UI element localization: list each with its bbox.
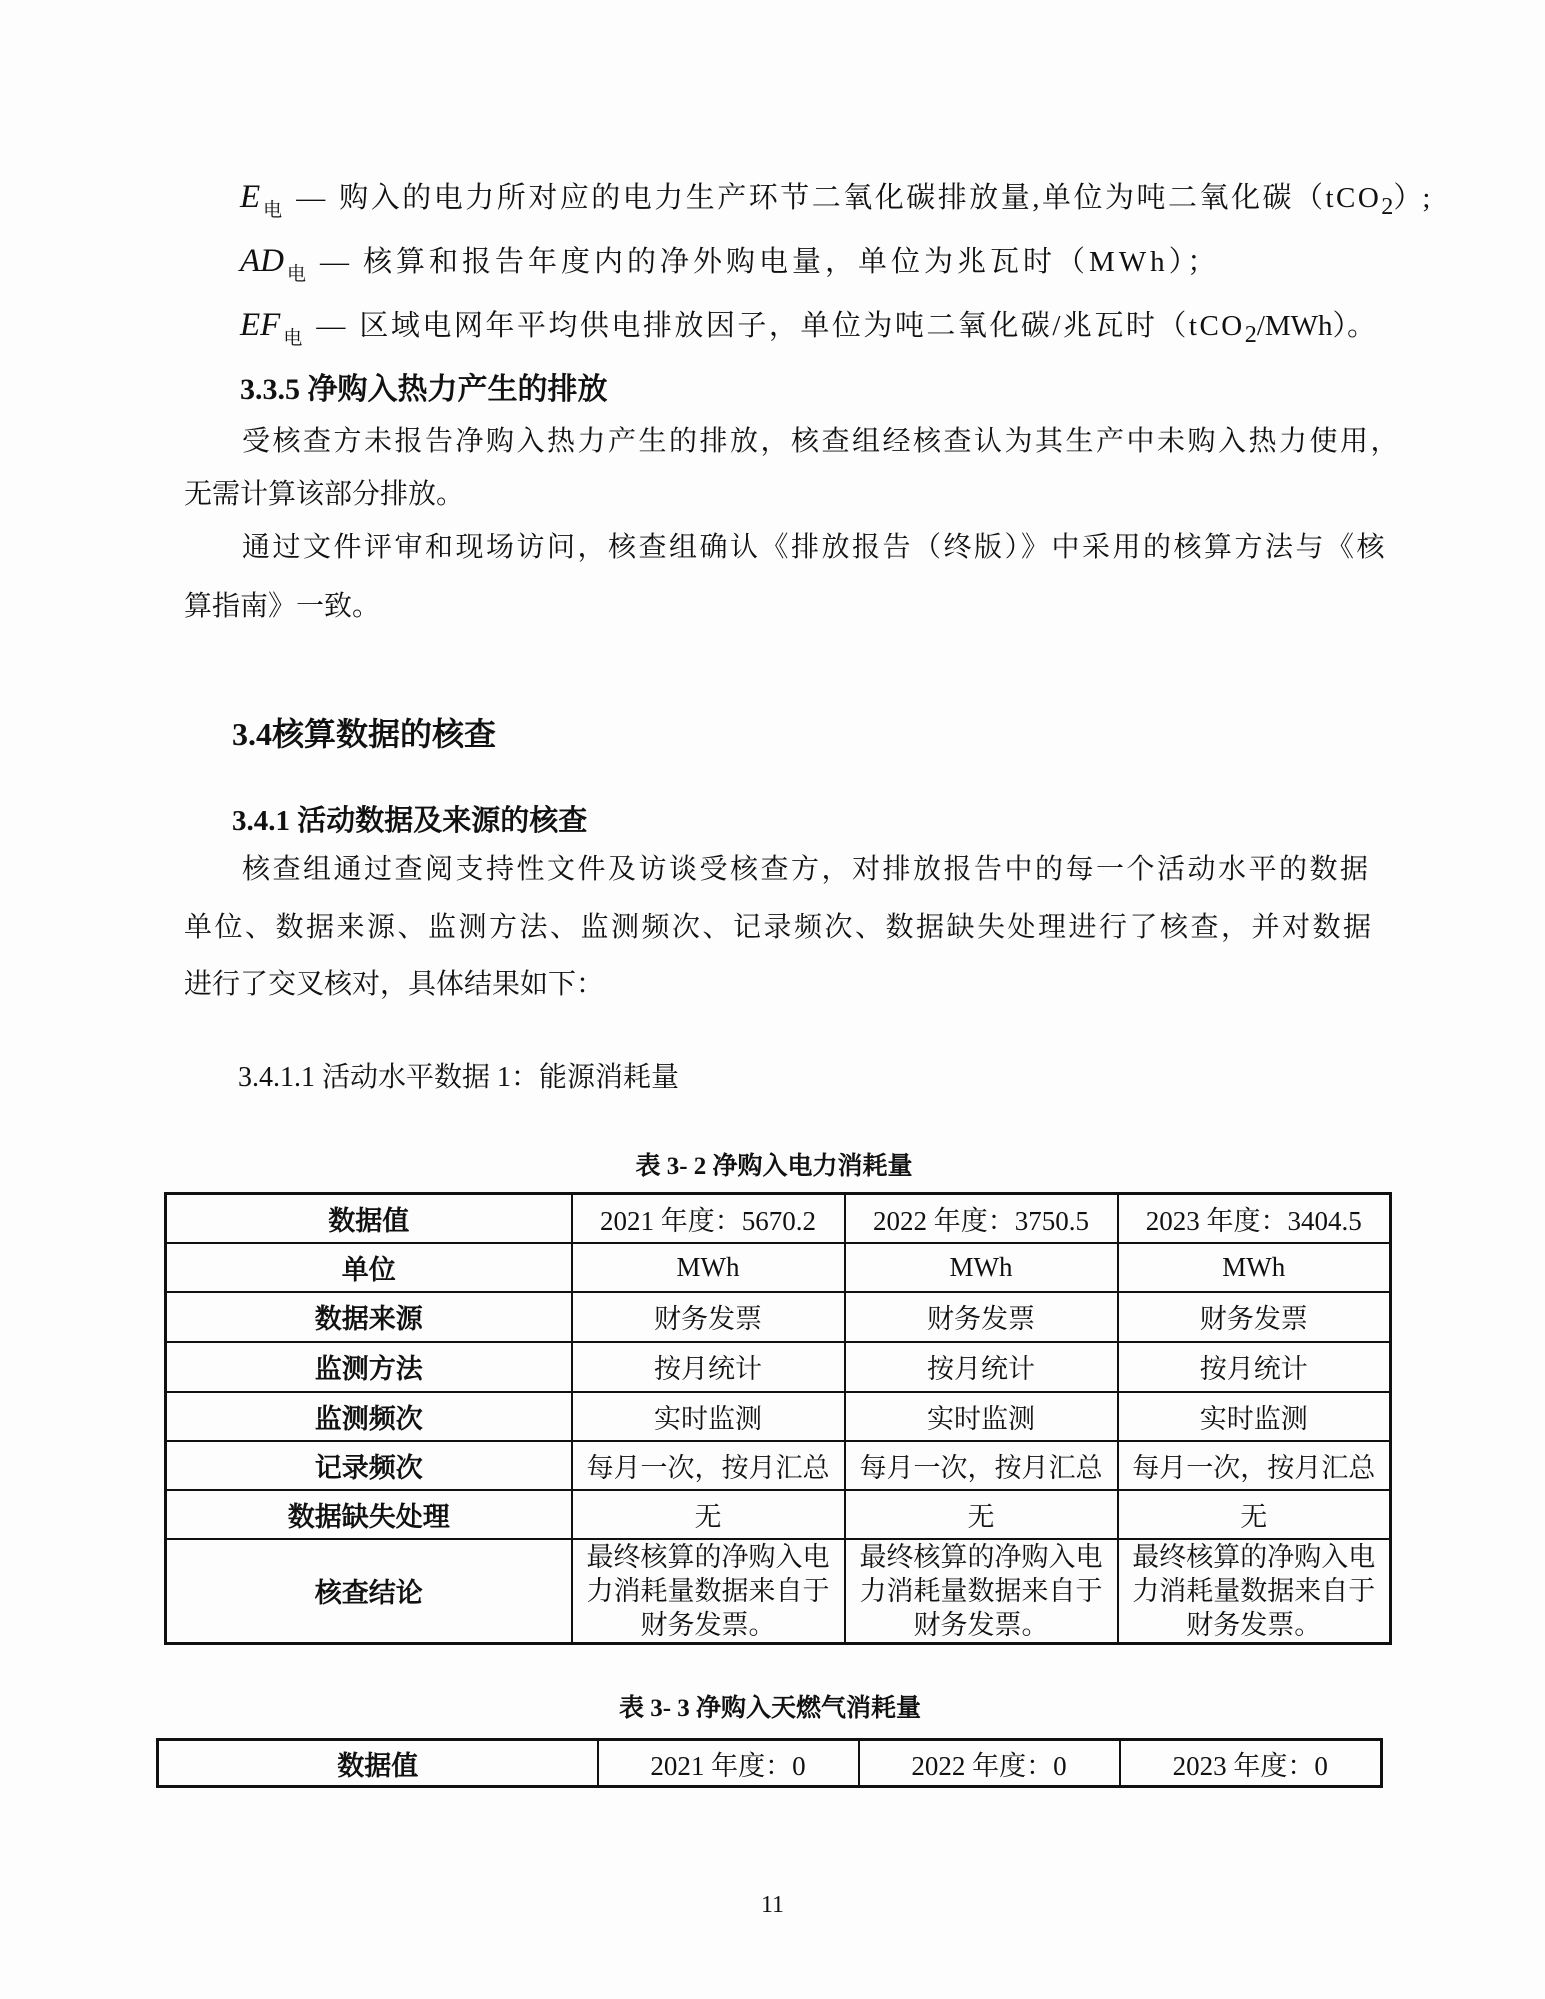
paragraph-2-line-1: 通过文件评审和现场访问，核查组确认《排放报告（终版）》中采用的核算方法与《核 <box>242 532 1388 563</box>
paragraph-1-line-2: 无需计算该部分排放。 <box>184 479 465 510</box>
cell-2023: MWh <box>1118 1243 1391 1292</box>
cell-2021: 按月统计 <box>572 1342 845 1392</box>
paragraph-2-line-2: 算指南》一致。 <box>184 591 381 622</box>
table-3-2-net-purchased-electricity <box>164 1192 1392 1645</box>
heading-3-4-1-1: 3.4.1.1 活动水平数据 1：能源消耗量 <box>238 1062 680 1093</box>
em-dash: — <box>316 310 346 342</box>
table-3-3-net-purchased-natural-gas <box>156 1738 1383 1788</box>
symbol-e: E <box>240 179 261 215</box>
symbol-ad: AD <box>240 243 284 279</box>
cell-2022: 按月统计 <box>845 1342 1118 1392</box>
cell-2021: 最终核算的净购入电力消耗量数据来自于财务发票。 <box>572 1539 845 1644</box>
cell-2023: 每月一次，按月汇总 <box>1118 1441 1391 1490</box>
cell-2022: 最终核算的净购入电力消耗量数据来自于财务发票。 <box>845 1539 1118 1644</box>
page-number: 11 <box>760 1892 785 1918</box>
row-label: 数据来源 <box>166 1292 572 1342</box>
row-label: 数据值 <box>158 1740 598 1787</box>
symbol-ef-subscript: 电 <box>283 328 303 349</box>
cell-2022: 无 <box>845 1490 1118 1539</box>
table-3-2-caption: 表 3- 2 净购入电力消耗量 <box>635 1153 913 1180</box>
row-label: 监测频次 <box>166 1392 572 1441</box>
table-row <box>166 1243 1391 1292</box>
cell-2021: 财务发票 <box>572 1292 845 1342</box>
cell-2023: 无 <box>1118 1490 1391 1539</box>
definition-e-sub2: 2 <box>1381 192 1394 220</box>
row-label: 监测方法 <box>166 1342 572 1392</box>
cell-2023: 2023 年度：3404.5 <box>1118 1194 1391 1243</box>
row-label: 记录频次 <box>166 1441 572 1490</box>
definition-line-ef <box>240 305 1376 355</box>
em-dash: — <box>320 246 350 278</box>
paragraph-1-line-1: 受核查方未报告净购入热力产生的排放，核查组经核查认为其生产中未购入热力使用， <box>242 426 1402 457</box>
row-label: 核查结论 <box>166 1539 572 1644</box>
paragraph-3-line-1: 核查组通过查阅支持性文件及访谈受核查方，对排放报告中的每一个活动水平的数据 <box>242 854 1371 885</box>
definition-e-post: ）; <box>1393 182 1431 214</box>
em-dash: — <box>296 182 326 214</box>
definition-ef-text: 区域电网年平均供电排放因子，单位为吨二氧化碳/兆瓦时（tCO <box>359 310 1245 342</box>
paragraph-3-line-2: 单位、数据来源、监测方法、监测频次、记录频次、数据缺失处理进行了核查，并对数据 <box>184 912 1374 943</box>
cell-2021: 实时监测 <box>572 1392 845 1441</box>
cell-2021: 每月一次，按月汇总 <box>572 1441 845 1490</box>
table-row <box>158 1740 1382 1787</box>
cell-2023: 财务发票 <box>1118 1292 1391 1342</box>
symbol-e-subscript: 电 <box>263 200 283 221</box>
heading-3-4-1: 3.4.1 活动数据及来源的核查 <box>232 805 588 837</box>
heading-3-4: 3.4核算数据的核查 <box>232 716 497 752</box>
definition-e-text: 购入的电力所对应的电力生产环节二氧化碳排放量,单位为吨二氧化碳（tCO <box>339 182 1382 214</box>
cell-2023: 实时监测 <box>1118 1392 1391 1441</box>
table-3-3-caption: 表 3- 3 净购入天燃气消耗量 <box>618 1695 922 1722</box>
row-label: 单位 <box>166 1243 572 1292</box>
cell-2023: 按月统计 <box>1118 1342 1391 1392</box>
table-row <box>166 1490 1391 1539</box>
cell-2022: 实时监测 <box>845 1392 1118 1441</box>
definition-line-ad <box>240 241 1220 286</box>
cell-2021: MWh <box>572 1243 845 1292</box>
cell-2022: 2022 年度：3750.5 <box>845 1194 1118 1243</box>
paragraph-3-line-3: 进行了交叉核对，具体结果如下： <box>184 969 605 1000</box>
table-row <box>166 1441 1391 1490</box>
definition-ef-post: /MWh）。 <box>1256 310 1377 342</box>
cell-2022: 财务发票 <box>845 1292 1118 1342</box>
table-row <box>166 1342 1391 1392</box>
heading-3-3-5: 3.3.5 净购入热力产生的排放 <box>240 373 608 406</box>
definition-ad-text: 核算和报告年度内的净外购电量，单位为兆瓦时（MWh）； <box>363 246 1221 278</box>
definition-line-e <box>240 177 1430 227</box>
table-row <box>166 1392 1391 1441</box>
table-row <box>166 1292 1391 1342</box>
table-row <box>166 1194 1391 1243</box>
cell-2021: 2021 年度：5670.2 <box>572 1194 845 1243</box>
row-label: 数据缺失处理 <box>166 1490 572 1539</box>
cell-2021: 无 <box>572 1490 845 1539</box>
row-label: 数据值 <box>166 1194 572 1243</box>
cell-2023: 2023 年度：0 <box>1120 1740 1382 1787</box>
symbol-ef: EF <box>240 307 281 343</box>
cell-2022: 每月一次，按月汇总 <box>845 1441 1118 1490</box>
cell-2021: 2021 年度：0 <box>598 1740 859 1787</box>
symbol-ad-subscript: 电 <box>287 264 307 285</box>
definition-ef-sub2: 2 <box>1244 320 1257 348</box>
cell-2023: 最终核算的净购入电力消耗量数据来自于财务发票。 <box>1118 1539 1391 1644</box>
cell-2022: MWh <box>845 1243 1118 1292</box>
cell-2022: 2022 年度：0 <box>859 1740 1120 1787</box>
table-row <box>166 1539 1391 1644</box>
